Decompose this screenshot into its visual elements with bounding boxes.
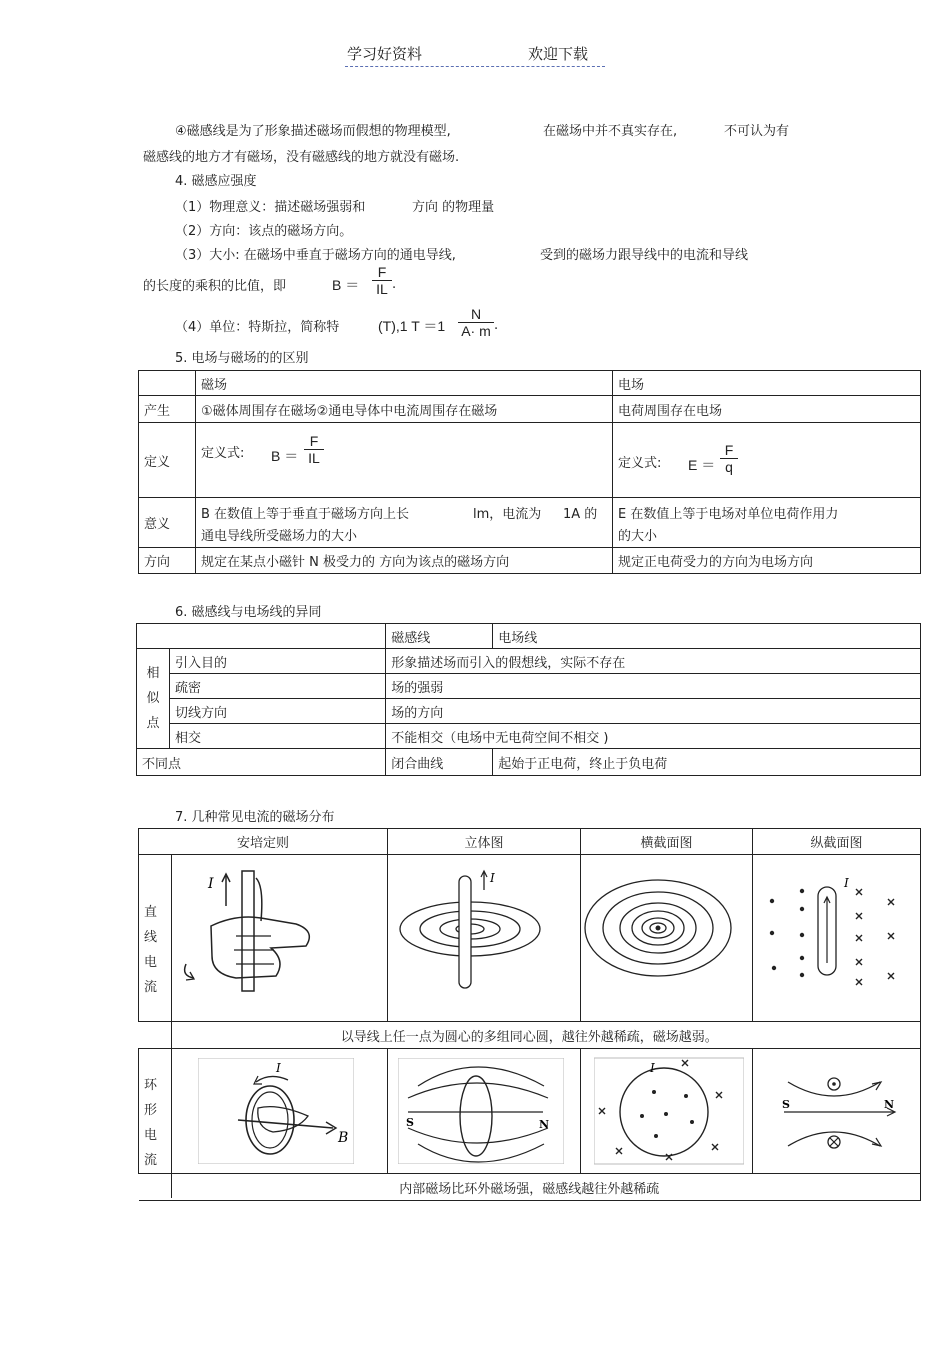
s4-title: 4. 磁感应强度 <box>175 174 257 189</box>
s5-r3-mag2: lm，电流为 <box>473 506 542 522</box>
s5-r1-ele: 电荷周围存在电场 <box>613 396 921 423</box>
straight-long-figure <box>762 873 912 998</box>
s6-group-char-1: 相 <box>146 666 160 681</box>
s5-r4-label: 方向 <box>139 548 196 574</box>
s7-straight-char-1: 直 <box>144 905 158 920</box>
s5-head-ele: 电场 <box>613 371 921 396</box>
s5-r3-ele1: E 在数值上等于电场对单位电荷作用力 <box>618 506 839 522</box>
s4-l4-end: . <box>494 318 499 333</box>
s4-fraction-unit <box>458 306 494 339</box>
s7-ring-char-2: 形 <box>144 1103 158 1118</box>
s4-l3c: 的长度的乘积的比值，即 <box>143 279 287 294</box>
ring-ampere-current-label: I <box>276 1061 281 1075</box>
s6-row2-val: 场的强弱 <box>386 674 921 699</box>
s4-l4a: （4）单位：特斯拉，简称特 <box>175 320 340 335</box>
s6-diff-mag: 闭合曲线 <box>386 749 493 776</box>
ring-3d-figure <box>398 1058 564 1164</box>
s4-fraction-num: F <box>377 264 387 280</box>
s7-ring-char-3: 电 <box>144 1128 158 1143</box>
s5-r2-mag-num: F <box>309 433 319 449</box>
s5-head-blank <box>139 371 196 396</box>
straight-3d-current-label: I <box>490 871 495 885</box>
s5-r2-ele-formula: E ＝ <box>688 457 716 473</box>
s5-r2-mag-pre: 定义式: <box>201 446 245 461</box>
s6-row4-val: 不能相交（电场中无电荷空间不相交 ) <box>386 724 921 749</box>
s5-r3-mag <box>196 498 613 548</box>
s6-diff-ele: 起始于正电荷，终止于负电荷 <box>493 749 921 776</box>
s5-r4-mag: 规定在某点小磁针 N 极受力的 方向为该点的磁场方向 <box>196 548 613 574</box>
s6-head-ele: 电场线 <box>493 624 921 649</box>
s7-label-gap-1 <box>139 1020 171 1021</box>
page-header <box>345 40 605 67</box>
s5-r3-label: 意义 <box>139 498 196 548</box>
s5-r2-ele-num: F <box>724 442 734 458</box>
s4-l1a: （1）物理意义：描述磁场强弱和 <box>175 200 366 215</box>
intro-p4-a: ④磁感线是为了形象描述磁场而假想的物理模型, <box>175 124 451 139</box>
s5-r3-ele2: 的大小 <box>618 528 658 544</box>
s7-straight-note: 以导线上任一点为圆心的多组同心圆，越往外越稀疏，磁场越弱。 <box>139 1022 921 1049</box>
ring-cross-current-label: I <box>650 1061 655 1075</box>
header-right: 欢迎下载 <box>528 45 589 63</box>
header-left: 学习好资料 <box>347 45 423 63</box>
s6-row3-key: 切线方向 <box>170 699 386 724</box>
ring-ampere-b-label: B <box>338 1130 349 1146</box>
s5-table <box>138 370 921 574</box>
s7-ring-label <box>144 1073 160 1173</box>
s7-ring-char-4: 流 <box>144 1153 158 1168</box>
s5-r2-ele-pre: 定义式: <box>618 456 662 471</box>
straight-3d-figure <box>392 866 562 1001</box>
s5-r1-label: 产生 <box>139 396 196 423</box>
s5-r3-mag3: 1A 的 <box>563 506 598 522</box>
s7-head-cross: 横截面图 <box>581 829 753 855</box>
ring-ampere-hand-figure <box>198 1058 354 1164</box>
intro-p4-d: 磁感线的地方才有磁场，没有磁感线的地方就没有磁场. <box>143 150 460 165</box>
s7-head-ampere: 安培定则 <box>139 829 388 855</box>
s4-unit-den: A· m <box>458 322 494 339</box>
s6-row3-val: 场的方向 <box>386 699 921 724</box>
straight-cross-figure <box>583 873 743 993</box>
s6-table <box>136 623 921 776</box>
s7-straight-char-3: 电 <box>144 955 158 970</box>
s5-r2-mag-formula: B ＝ <box>271 448 299 464</box>
s4-fraction-den: IL <box>372 280 392 297</box>
s6-group-char-3: 点 <box>146 716 160 731</box>
s5-r2-mag-frac <box>304 433 324 466</box>
s5-r1-mag: ①磁体周围存在磁场②通电导体中电流周围存在磁场 <box>196 396 613 423</box>
s7-ring-note: 内部磁场比环外磁场强，磁感线越往外越稀疏 <box>139 1174 921 1201</box>
s5-r2-ele <box>613 423 921 498</box>
s4-unit-num: N <box>470 306 482 322</box>
s5-head-mag: 磁场 <box>196 371 613 396</box>
s6-row1-val: 形象描述场而引入的假想线，实际不存在 <box>386 649 921 674</box>
s6-group-label <box>137 649 170 749</box>
s7-ring-char-1: 环 <box>144 1078 158 1093</box>
ring-long-figure <box>772 1064 912 1164</box>
s5-r3-ele <box>613 498 921 548</box>
s4-l3-end: . <box>392 277 397 292</box>
s6-diff-key: 不同点 <box>137 749 386 776</box>
s5-r2-ele-den: q <box>720 458 738 475</box>
s7-straight-char-2: 线 <box>144 930 158 945</box>
s7-head-long: 纵截面图 <box>753 829 921 855</box>
s5-r2-mag-den: IL <box>304 449 324 466</box>
ring-long-s-label: S <box>782 1098 790 1111</box>
ring-3d-s-label: S <box>406 1116 414 1129</box>
straight-ampere-hand-figure <box>176 866 336 1001</box>
s7-label-column-divider <box>171 855 172 1198</box>
s6-group-char-2: 似 <box>146 691 160 706</box>
s4-formula-b: B ＝ <box>332 277 360 293</box>
s4-l3a: （3）大小: 在磁场中垂直于磁场方向的通电导线, <box>175 248 456 263</box>
s5-title: 5. 电场与磁场的的区别 <box>175 351 309 366</box>
s5-r4-ele: 规定正电荷受力的方向为电场方向 <box>613 548 921 574</box>
s6-head-blank <box>137 624 386 649</box>
s5-r2-ele-frac <box>720 442 738 475</box>
s5-r3-mag1: B 在数值上等于垂直于磁场方向上长 <box>201 506 410 522</box>
s4-fraction-b <box>372 264 392 297</box>
s7-straight-label <box>144 900 160 1000</box>
straight-ampere-current-label: I <box>208 876 214 892</box>
s6-head-mag: 磁感线 <box>386 624 493 649</box>
ring-3d-n-label: N <box>539 1118 550 1131</box>
s6-row2-key: 疏密 <box>170 674 386 699</box>
s7-title: 7. 几种常见电流的磁场分布 <box>175 810 335 825</box>
straight-long-current-label: I <box>844 876 849 890</box>
ring-cross-figure <box>594 1052 744 1167</box>
s5-r2-mag <box>196 423 613 498</box>
s6-title: 6. 磁感线与电场线的异同 <box>175 605 322 620</box>
s5-r3-mag4: 通电导线所受磁场力的大小 <box>201 528 358 544</box>
s4-l4b: (T),1 T ＝1 <box>378 318 446 334</box>
s7-head-3d: 立体图 <box>388 829 581 855</box>
ring-long-n-label: N <box>884 1098 895 1111</box>
s6-row4-key: 相交 <box>170 724 386 749</box>
s6-row1-key: 引入目的 <box>170 649 386 674</box>
s4-l2: （2）方向：该点的磁场方向。 <box>175 224 353 239</box>
s4-l1b: 方向 的物理量 <box>412 200 495 215</box>
s5-r2-label: 定义 <box>139 423 196 498</box>
intro-p4-b: 在磁场中并不真实存在, <box>543 124 678 139</box>
s7-straight-char-4: 流 <box>144 980 158 995</box>
intro-p4-c: 不可认为有 <box>724 124 790 139</box>
s4-l3b: 受到的磁场力跟导线中的电流和导线 <box>540 248 749 263</box>
